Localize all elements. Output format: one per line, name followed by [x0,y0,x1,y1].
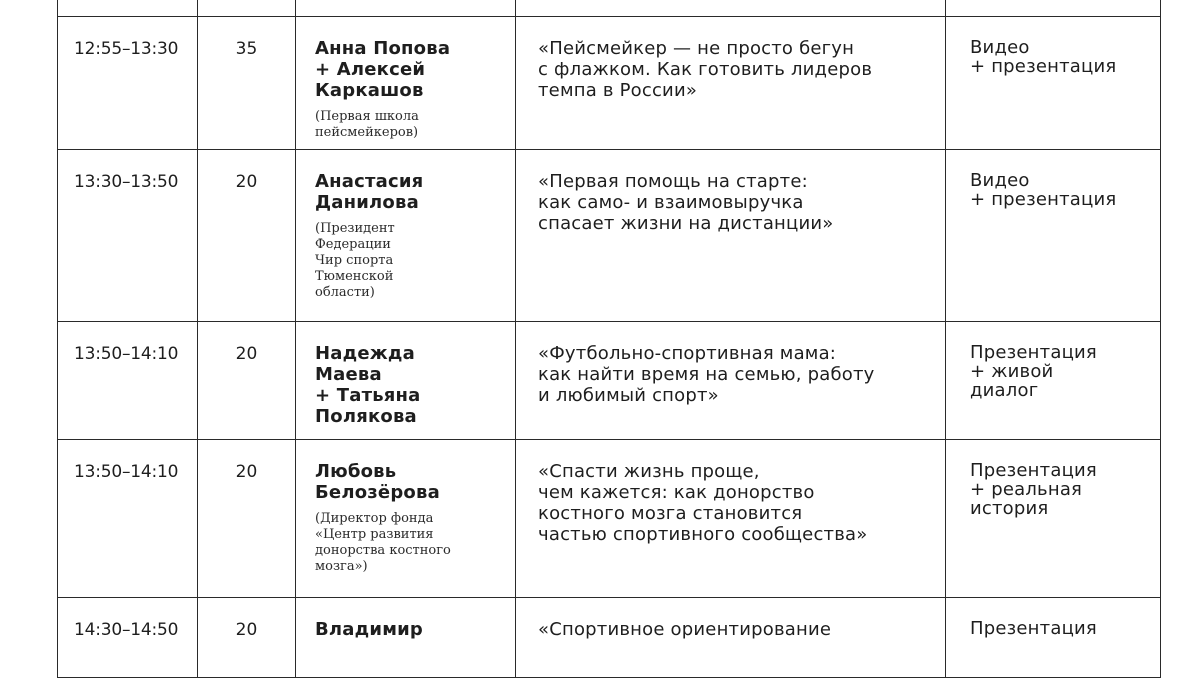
schedule-row [58,322,1161,440]
topic-cell: «Пейсмейкер — не просто бегун с флажком. Как готовить лидеров темпа в России» [516,17,946,150]
topic-cell: «Спортивное ориентирование [516,598,946,678]
schedule-row [58,440,1161,598]
speaker-cell [296,150,516,322]
topic-cell: «Футбольно-спортивная мама: как найти время на семью, работу и любимый спорт» [516,322,946,440]
schedule-row [58,598,1161,678]
speaker-name: Анна Попова + Алексей Каркашов [315,38,451,101]
schedule-table [57,0,1161,678]
speaker-affiliation: (Президент Федерации Чир спорта Тюменской области) [315,221,395,300]
schedule-row [58,150,1161,322]
time-cell: 14:30–14:50 [58,598,198,678]
speaker-affiliation: (Директор фонда «Центр развития донорства костного мозга») [315,511,451,574]
speaker-name: Надежда Маева + Татьяна Полякова [315,343,421,427]
duration-cell: 35 [198,17,296,150]
speaker-name: Владимир [315,619,424,640]
speaker-cell [296,322,516,440]
schedule-row-top-edge [58,0,1161,17]
format-cell: Презентация + реальная история [946,440,1161,598]
topic-cell: «Спасти жизнь проще, чем кажется: как донорство костного мозга становится частью спортивного сообщества» [516,440,946,598]
format-cell: Презентация [946,598,1161,678]
speaker-cell [296,598,516,678]
format-cell: Презентация + живой диалог [946,322,1161,440]
speaker-name: Любовь Белозёрова [315,461,440,503]
duration-cell: 20 [198,322,296,440]
time-cell: 13:50–14:10 [58,440,198,598]
topic-cell: «Первая помощь на старте: как само- и взаимовыручка спасает жизни на дистанции» [516,150,946,322]
time-cell: 12:55–13:30 [58,17,198,150]
speaker-cell [296,440,516,598]
time-cell: 13:30–13:50 [58,150,198,322]
speaker-affiliation: (Первая школа пейсмейкеров) [315,109,419,140]
duration-cell: 20 [198,150,296,322]
format-cell: Видео + презентация [946,150,1161,322]
schedule-row [58,17,1161,150]
duration-cell: 20 [198,440,296,598]
duration-cell: 20 [198,598,296,678]
speaker-name: Анастасия Данилова [315,171,424,213]
format-cell: Видео + презентация [946,17,1161,150]
time-cell: 13:50–14:10 [58,322,198,440]
speaker-cell [296,17,516,150]
